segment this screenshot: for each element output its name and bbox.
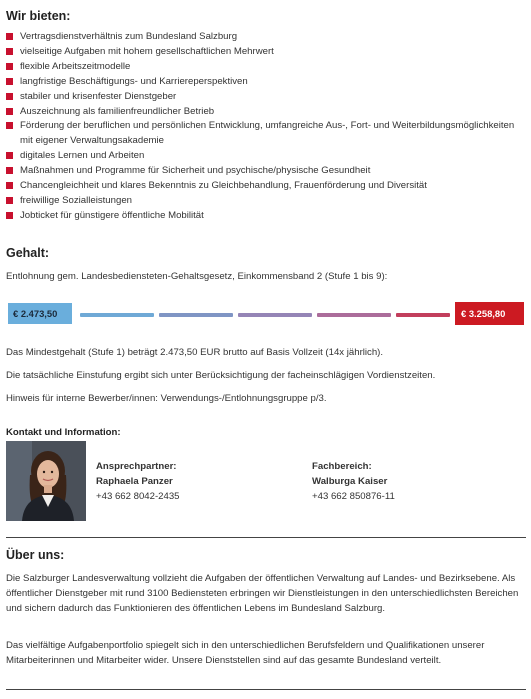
about-heading: Über uns:	[6, 548, 65, 562]
contact-photo	[6, 441, 86, 521]
benefit-item: Auszeichnung als familienfreundlicher Betrieb	[6, 105, 521, 120]
contact-1-phone[interactable]: +43 662 8042-2435	[96, 491, 180, 502]
bullet-square-icon	[6, 48, 13, 55]
bullet-square-icon	[6, 33, 13, 40]
benefit-item: digitales Lernen und Arbeiten	[6, 149, 521, 164]
salary-range-bar	[6, 302, 524, 326]
about-paragraph-1: Die Salzburger Landesverwaltung vollzieht die Aufgaben der öffentlichen Verwaltung auf Landes- und Bezirksebene. Als öffentlicher Dienstgeber mit rund 3100 Bediensteten erbringen wir Dienstleistungen in den unterschiedlichsten Bereichen und sichern dadurch das Funktionieren des öffentlichen Lebens im Bundesland Salzburg.	[6, 573, 519, 614]
salary-note-actual: Die tatsächliche Einstufung ergibt sich unter Berücksichtigung der facheinschlägigen Vordienstzeiten.	[6, 370, 436, 381]
contact-1-name: Raphaela Panzer	[96, 476, 173, 487]
about-paragraph-2: Das vielfältige Aufgabenportfolio spiegelt sich in den unterschiedlichen Berufsfeldern und Qualifikationen unserer Mitarbeiterinnen und Mitarbeiter wider. Unsere Dienststellen sind auf das gesamte Bundesland verteilt.	[6, 640, 485, 666]
benefit-item: vielseitige Aufgaben mit hohem gesellschaftlichen Mehrwert	[6, 45, 521, 60]
contact-heading: Kontakt und Information:	[6, 427, 121, 438]
salary-step-segment	[396, 313, 450, 317]
person-portrait-icon	[6, 441, 86, 521]
bullet-square-icon	[6, 63, 13, 70]
salary-step-segment	[317, 313, 391, 317]
bullet-square-icon	[6, 122, 13, 129]
bullet-square-icon	[6, 212, 13, 219]
section-divider	[6, 689, 526, 690]
salary-step-segment	[80, 313, 154, 317]
benefits-heading: Wir bieten:	[6, 9, 71, 23]
contact-1-label: Ansprechpartner:	[96, 461, 177, 472]
salary-min-badge: € 2.473,50	[8, 303, 72, 324]
salary-step-segment	[159, 313, 233, 317]
section-divider	[6, 537, 526, 538]
benefit-item: Förderung der beruflichen und persönlichen Entwicklung, umfangreiche Aus-, Fort- und Weiterbildungsmöglichkeiten mit eigener Verwaltungsakademie	[6, 119, 521, 149]
benefit-item: langfristige Beschäftigungs- und Karriereperspektiven	[6, 75, 521, 90]
bullet-square-icon	[6, 167, 13, 174]
bullet-square-icon	[6, 78, 13, 85]
benefit-item: stabiler und krisenfester Dienstgeber	[6, 90, 521, 105]
benefits-list	[6, 30, 521, 224]
salary-step-segment	[238, 313, 312, 317]
bullet-square-icon	[6, 197, 13, 204]
bullet-square-icon	[6, 152, 13, 159]
salary-note-min: Das Mindestgehalt (Stufe 1) beträgt 2.473,50 EUR brutto auf Basis Vollzeit (14x jährlich).	[6, 347, 384, 358]
bullet-square-icon	[6, 182, 13, 189]
contact-2-label: Fachbereich:	[312, 461, 372, 472]
contact-2-name: Walburga Kaiser	[312, 476, 388, 487]
salary-heading: Gehalt:	[6, 246, 50, 260]
benefit-item: Maßnahmen und Programme für Sicherheit und psychische/physische Gesundheit	[6, 164, 521, 179]
contact-person-1	[96, 459, 180, 504]
contact-person-2	[312, 459, 395, 504]
salary-intro: Entlohnung gem. Landesbediensteten-Gehaltsgesetz, Einkommensband 2 (Stufe 1 bis 9):	[6, 271, 388, 282]
benefit-item: Chancengleichheit und klares Bekenntnis zu Gleichbehandlung, Frauenförderung und Diversität	[6, 179, 521, 194]
benefit-item: flexible Arbeitszeitmodelle	[6, 60, 521, 75]
benefit-item: Vertragsdienstverhältnis zum Bundesland Salzburg	[6, 30, 521, 45]
bullet-square-icon	[6, 108, 13, 115]
salary-note-internal: Hinweis für interne Bewerber/innen: Verwendungs-/Entlohnungsgruppe p/3.	[6, 393, 327, 404]
benefit-item: freiwillige Sozialleistungen	[6, 194, 521, 209]
contact-2-phone[interactable]: +43 662 850876-11	[312, 491, 395, 502]
bullet-square-icon	[6, 93, 13, 100]
benefit-item: Jobticket für günstigere öffentliche Mobilität	[6, 209, 521, 224]
salary-max-badge: € 3.258,80	[455, 302, 524, 325]
